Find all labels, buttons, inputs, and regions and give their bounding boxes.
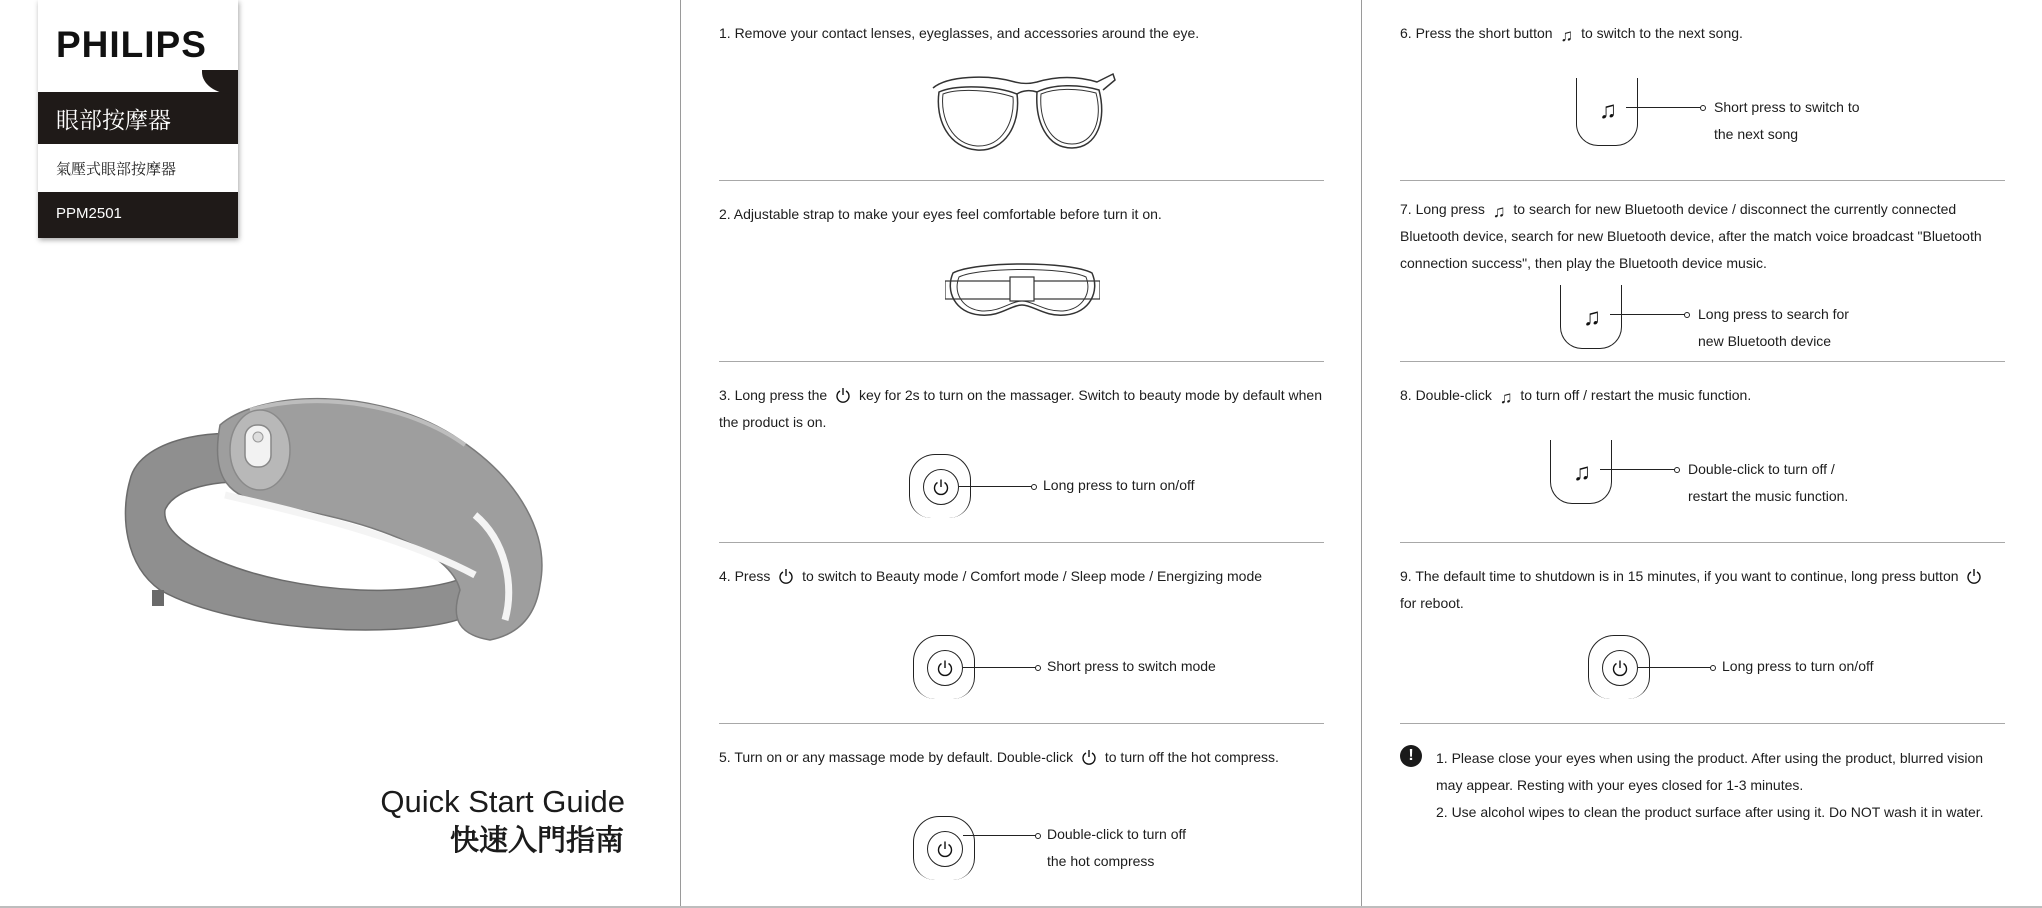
step-5-text: 5. Turn on or any massage mode by default. Double-click to turn off the hot compress. xyxy=(719,749,1279,765)
music-note-icon: ♫ xyxy=(1599,97,1617,124)
step-7-callout-line-2: new Bluetooth device xyxy=(1698,333,1832,349)
step-9 xyxy=(1400,543,2005,724)
eye-mask-icon xyxy=(945,261,1100,321)
power-icon xyxy=(778,568,794,584)
eyeglasses-icon xyxy=(927,72,1117,156)
power-icon xyxy=(1081,749,1097,765)
power-icon xyxy=(936,840,954,858)
warning-icon: ! xyxy=(1400,745,1422,767)
power-icon xyxy=(835,387,851,403)
step-8-text: 8. Double-click ♫ to turn off / restart the music function. xyxy=(1400,382,2005,409)
step-8 xyxy=(1400,362,2005,543)
cover-panel xyxy=(0,0,680,908)
step-6 xyxy=(1400,0,2005,181)
step-6-text: 6. Press the short button ♫ to switch to the next song. xyxy=(1400,20,2005,47)
music-note-icon: ♫ xyxy=(1573,459,1591,486)
step-5-callout-line-2: the hot compress xyxy=(1047,853,1155,869)
step-9-text: 9. The default time to shutdown is in 15 minutes, if you want to continue, long press button for reboot. xyxy=(1400,563,2005,617)
product-subtitle: 氣壓式眼部按摩器 xyxy=(56,161,177,178)
power-key xyxy=(913,816,975,880)
music-key xyxy=(1576,78,1638,146)
step-8-callout-line-1: Double-click to turn off / xyxy=(1688,461,1835,477)
music-note-icon: ♫ xyxy=(1583,304,1601,331)
guide-title-chinese: 快速入門指南 xyxy=(449,825,624,857)
step-3 xyxy=(719,362,1324,543)
note-1: 1. Please close your eyes when using the product. After using the product, blurred vision may appear. Resting with your eyes closed for 1-3 minutes. xyxy=(1436,750,1984,793)
step-1-text: 1. Remove your contact lenses, eyeglasses, and accessories around the eye. xyxy=(719,25,1200,41)
instructions-panel-left xyxy=(680,0,1361,908)
safety-notes xyxy=(1436,745,2006,826)
model-number: PPM2501 xyxy=(38,192,238,238)
step-4-text: 4. Press to switch to Beauty mode / Comfort mode / Sleep mode / Energizing mode xyxy=(719,568,1263,584)
power-icon xyxy=(1611,659,1629,677)
step-4 xyxy=(719,543,1324,724)
power-icon xyxy=(932,478,950,496)
music-note-icon: ♫ xyxy=(1492,202,1506,221)
step-6-callout-line-2: the next song xyxy=(1714,126,1799,142)
product-title: 眼部按摩器 xyxy=(38,92,238,144)
step-8-callout-line-2: restart the music function. xyxy=(1688,488,1849,504)
step-7 xyxy=(1400,181,2005,362)
step-2 xyxy=(719,181,1324,362)
step-5 xyxy=(719,724,1324,905)
step-5-callout-line-1: Double-click to turn off xyxy=(1047,826,1187,842)
brand-tab xyxy=(38,0,238,238)
step-4-callout: Short press to switch mode xyxy=(1047,658,1216,674)
music-note-icon: ♫ xyxy=(1499,388,1513,407)
step-9-callout: Long press to turn on/off xyxy=(1722,658,1874,674)
philips-logo: PHILIPS xyxy=(56,24,207,65)
music-key xyxy=(1550,440,1612,504)
power-icon xyxy=(1966,568,1982,584)
step-6-callout-line-1: Short press to switch to xyxy=(1714,99,1860,115)
power-icon xyxy=(936,659,954,677)
step-7-text: 7. Long press ♫ to search for new Bluetooth device / disconnect the currently connected Bluetooth device, search for new Bluetooth device, after the match voice broadcast "Bluetooth connection success", then play the Bluetooth device music. xyxy=(1400,196,2005,277)
eye-massager-product-image xyxy=(120,385,560,645)
step-7-callout-line-1: Long press to search for xyxy=(1698,306,1849,322)
step-2-text: 2. Adjustable strap to make your eyes feel comfortable before turn it on. xyxy=(719,206,1162,222)
music-note-icon: ♫ xyxy=(1560,26,1574,45)
step-3-text: 3. Long press the key for 2s to turn on the massager. Switch to beauty mode by default when the product is on. xyxy=(719,387,1323,430)
guide-title-english: Quick Start Guide xyxy=(380,784,625,819)
step-1 xyxy=(719,0,1324,181)
step-3-callout: Long press to turn on/off xyxy=(1043,477,1195,493)
instructions-panel-right xyxy=(1361,0,2042,908)
music-key xyxy=(1560,285,1622,349)
note-2: 2. Use alcohol wipes to clean the product surface after using it. Do NOT wash it in water. xyxy=(1436,804,1984,820)
